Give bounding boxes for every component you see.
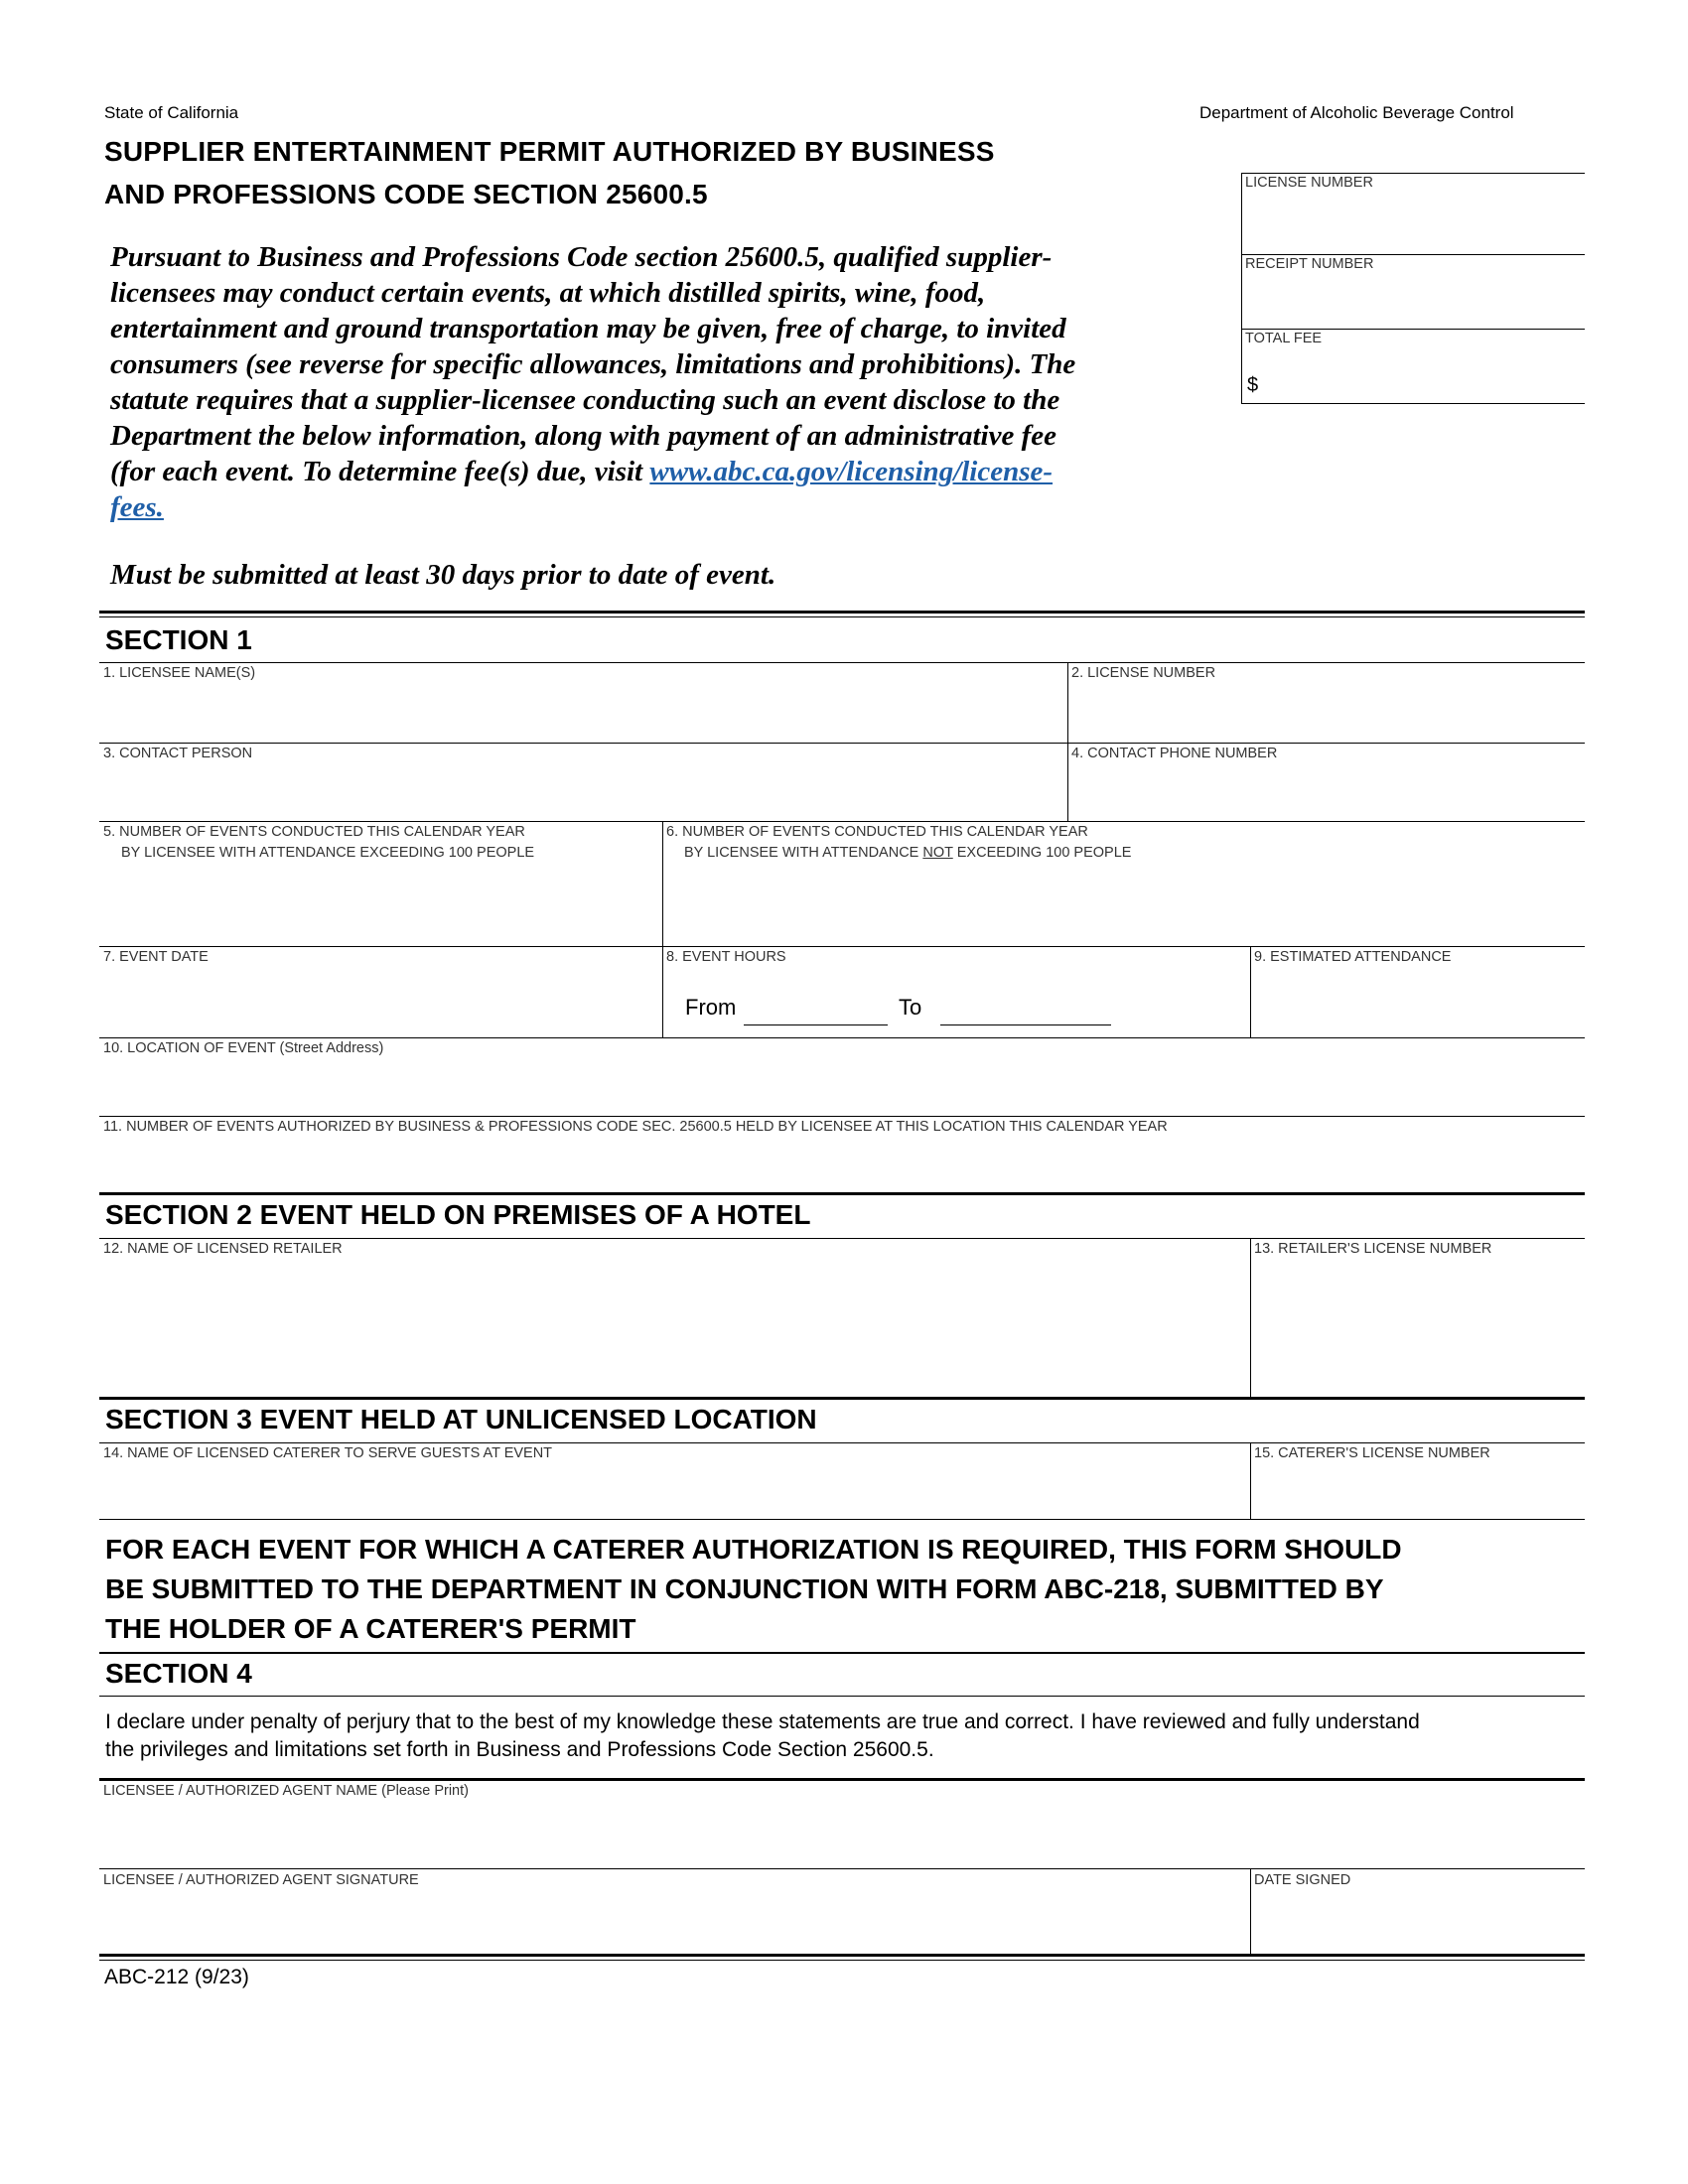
section-2-heading: SECTION 2 EVENT HELD ON PREMISES OF A HOTEL [105,1199,811,1230]
agent-signature-field[interactable] [99,1892,1241,1952]
estimated-attendance-field[interactable] [1255,969,1583,1034]
form-title-line-2: AND PROFESSIONS CODE SECTION 25600.5 [104,179,708,209]
declaration-line-1: I declare under penalty of perjury that to the best of my knowledge these statements are true and correct. I have reviewed and fully understand [105,1710,1420,1733]
event-date-label: 7. EVENT DATE [103,949,209,965]
caterer-authorization-notice [105,1530,1585,1649]
form-title-line-1: SUPPLIER ENTERTAINMENT PERMIT AUTHORIZED BY BUSINESS [104,136,995,167]
section-4-heading: SECTION 4 [105,1658,252,1689]
label-segment: EXCEEDING 100 PEOPLE [952,845,1132,861]
events-not-over-100-label-line-1: 6. NUMBER OF EVENTS CONDUCTED THIS CALENDAR YEAR [666,824,1088,840]
licensed-retailer-field[interactable] [99,1261,1241,1395]
fees-link[interactable]: www.abc.ca.gov/licensing/license- [649,456,1054,487]
events-over-100-label [103,822,534,864]
section-3-rule-bottom [99,1519,1585,1520]
from-time-field[interactable] [744,999,888,1025]
licensed-caterer-label: 14. NAME OF LICENSED CATERER TO SERVE GUESTS AT EVENT [103,1445,553,1461]
dollar-sign: $ [1247,374,1259,396]
section-1-vertical-rule-a [1067,662,1068,821]
notice-line: FOR EACH EVENT FOR WHICH A CATERER AUTHORIZATION IS REQUIRED, THIS FORM SHOULD [105,1534,1402,1565]
office-box-bottom-rule [1241,403,1585,404]
office-total-fee-label: TOTAL FEE [1245,331,1323,346]
section-3-heading: SECTION 3 EVENT HELD AT UNLICENSED LOCATION [105,1404,817,1434]
events-at-location-label: 11. NUMBER OF EVENTS AUTHORIZED BY BUSINESS & PROFESSIONS CODE SEC. 25600.5 HELD BY LICENSEE AT THIS LOCATION THIS CALENDAR YEAR [103,1119,1168,1135]
section-2-rule-top [99,1192,1585,1195]
events-at-location-field[interactable] [99,1139,1583,1190]
agent-name-rule [99,1868,1585,1869]
events-not-over-100-label [666,822,1131,864]
section-3-rule-top [99,1397,1585,1400]
contact-person-label: 3. CONTACT PERSON [103,746,253,761]
section-4-rule-top [99,1652,1585,1654]
event-location-field[interactable] [99,1060,1583,1115]
event-date-field[interactable] [99,969,655,1034]
to-time-field[interactable] [940,999,1111,1025]
intro-line-with-link [110,454,1163,489]
office-license-number-label: LICENSE NUMBER [1245,175,1373,191]
license-number-label: 2. LICENSE NUMBER [1071,665,1216,681]
events-over-100-label-line-2: BY LICENSEE WITH ATTENDANCE EXCEEDING 100 PEOPLE [121,845,535,861]
retailer-license-number-field[interactable] [1255,1261,1583,1395]
section-2-vertical-rule [1250,1238,1251,1398]
office-receipt-number-label: RECEIPT NUMBER [1245,256,1374,272]
label-segment: BY LICENSEE WITH ATTENDANCE [684,845,923,861]
intro-line: Pursuant to Business and Professions Code section 25600.5, qualified supplier- [110,241,1053,273]
section-1-vertical-rule-c [1250,946,1251,1037]
bottom-double-rule-top [99,1954,1585,1957]
contact-phone-label: 4. CONTACT PHONE NUMBER [1071,746,1278,761]
events-not-over-100-field[interactable] [667,866,1581,945]
license-number-field[interactable] [1072,685,1584,741]
events-not-over-100-label-line-2 [666,843,1131,864]
date-signed-field[interactable] [1255,1892,1583,1952]
retailer-license-number-label: 13. RETAILER'S LICENSE NUMBER [1254,1241,1492,1257]
events-over-100-label-line-1: 5. NUMBER OF EVENTS CONDUCTED THIS CALENDAR YEAR [103,824,525,840]
agent-name-field[interactable] [99,1803,1583,1866]
notice-line: BE SUBMITTED TO THE DEPARTMENT IN CONJUNCTION WITH FORM ABC-218, SUBMITTED BY [105,1573,1384,1604]
intro-line: (for each event. To determine fee(s) due, visit [110,456,650,487]
agent-name-label: LICENSEE / AUTHORIZED AGENT NAME (Please Print) [103,1783,469,1799]
row-rule-2 [99,743,1585,744]
agent-signature-label: LICENSEE / AUTHORIZED AGENT SIGNATURE [103,1872,419,1888]
office-box-left-rule [1241,173,1242,404]
section-1-vertical-rule-b [662,821,663,1037]
signature-vertical-rule [1250,1868,1251,1954]
contact-phone-field[interactable] [1072,765,1584,820]
section-1-heading: SECTION 1 [105,624,252,655]
label-emphasis-not: NOT [922,845,953,861]
section-1-rule [99,662,1585,663]
section-3-vertical-rule [1250,1442,1251,1519]
from-label: From [685,995,737,1020]
event-hours-label: 8. EVENT HOURS [666,949,786,965]
intro-line: entertainment and ground transportation may be given, free of charge, to invited [110,313,1066,344]
intro-paragraph [110,239,1163,525]
declaration-text [105,1708,1585,1764]
event-location-label: 10. LOCATION OF EVENT (Street Address) [103,1040,384,1056]
declaration-line-2: the privileges and limitations set forth in Business and Professions Code Section 25600.5. [105,1738,934,1761]
licensed-retailer-label: 12. NAME OF LICENSED RETAILER [103,1241,343,1257]
section-4-rule [99,1696,1585,1697]
caterer-license-number-label: 15. CATERER'S LICENSE NUMBER [1254,1445,1490,1461]
state-label: State of California [104,103,239,122]
section-1-double-rule-top [99,611,1585,614]
events-over-100-field[interactable] [99,866,655,945]
licensed-caterer-field[interactable] [99,1465,1241,1517]
department-label: Department of Alcoholic Beverage Control [1199,103,1514,122]
intro-line: Department the below information, along with payment of an administrative fee [110,420,1057,452]
date-signed-label: DATE SIGNED [1254,1872,1351,1888]
fees-link-continued[interactable]: fees. [110,491,164,523]
intro-line: consumers (see reverse for specific allowances, limitations and prohibitions). The [110,348,1076,380]
intro-line: licensees may conduct certain events, at which distilled spirits, wine, food, [110,277,986,309]
form-id: ABC-212 (9/23) [104,1966,249,1988]
licensee-names-label: 1. LICENSEE NAME(S) [103,665,256,681]
estimated-attendance-label: 9. ESTIMATED ATTENDANCE [1254,949,1452,965]
to-label: To [899,995,922,1020]
notice-line: THE HOLDER OF A CATERER'S PERMIT [105,1613,636,1644]
licensee-names-field[interactable] [99,685,1062,741]
bottom-double-rule-bottom [99,1960,1585,1961]
submission-deadline-note: Must be submitted at least 30 days prior to date of event. [110,559,776,591]
intro-line: statute requires that a supplier-licensee conducting such an event disclose to the [110,384,1060,416]
section-1-double-rule-bottom [99,616,1585,617]
contact-person-field[interactable] [99,765,1062,820]
caterer-license-number-field[interactable] [1255,1465,1583,1517]
